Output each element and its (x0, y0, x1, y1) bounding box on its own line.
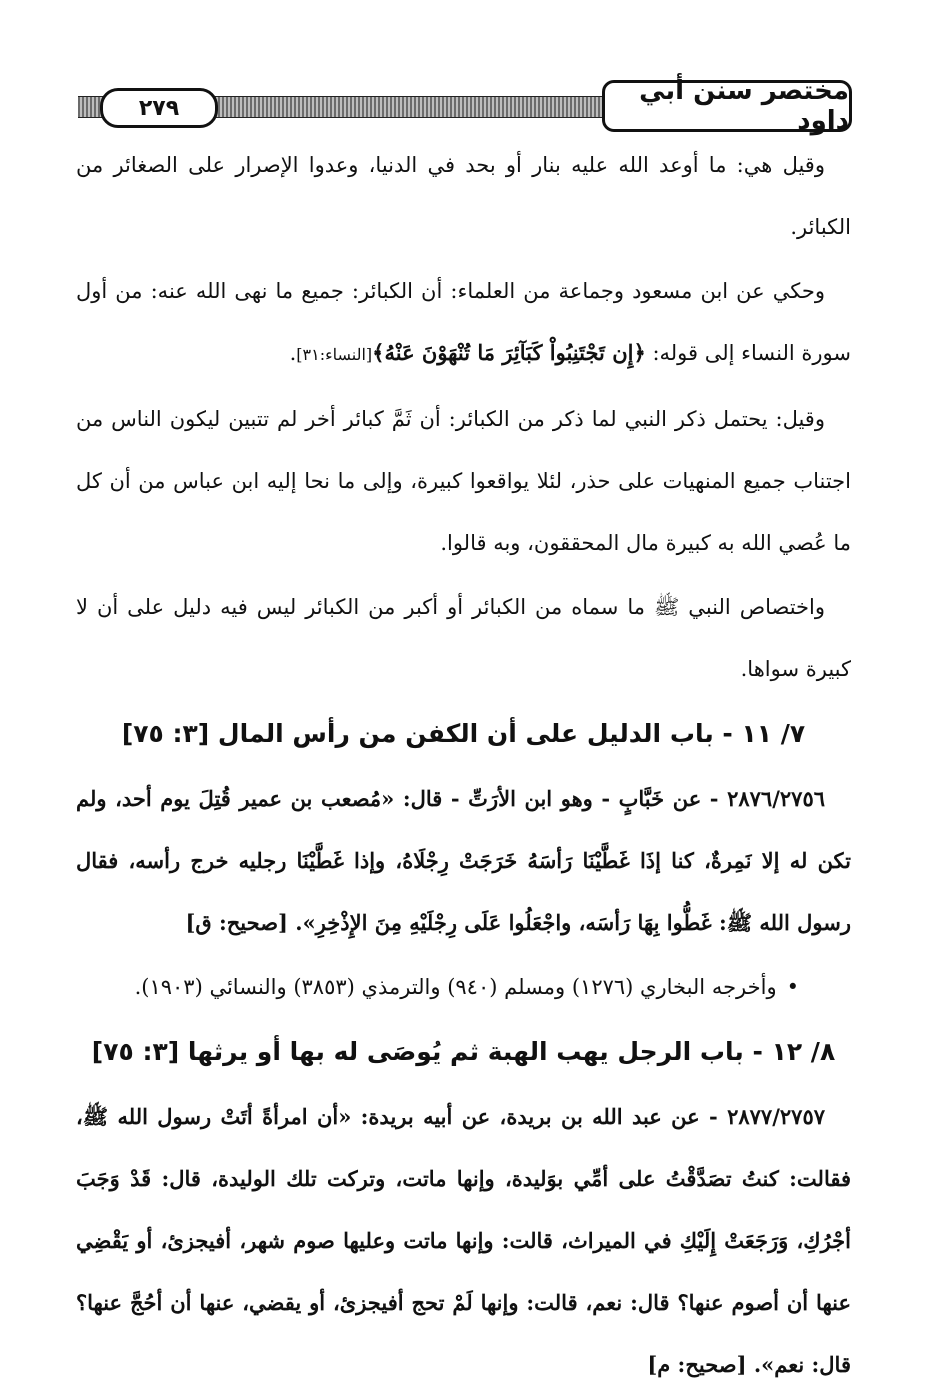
paragraph-possibility: وقيل: يحتمل ذكر النبي لما ذكر من الكبائر: أن ثَمَّ كبائر أخر لم تتبين ليكون الناس من اجتناب جميع المنهيات على حذر، لئلا يواقعوا كبيرة، وإلى ما نحا إليه ابن عباس من أن كل ما عُصي الله به كبيرة مال المحققون، وبه قالوا. (76, 407, 851, 555)
hadith-number: ٢٨٧٦/٢٧٥٦ (727, 786, 825, 811)
takhrij-1 (76, 956, 851, 1018)
takhrij-text: وأخرجه البخاري (١٢٧٦) ومسلم (٩٤٠) والترمذي (٣٨٥٣) والنسائي (١٩٠٣). (134, 975, 777, 999)
chapter-heading-1: ٧/ ١١ - باب الدليل على أن الكفن من رأس المال [٣: ٧٥] (121, 719, 806, 748)
hadith-text: - عن عبد الله بن بريدة، عن أبيه بريدة: «أن امرأةً أتَتْ رسول الله ﷺ، فقالت: كنتُ تصَدَّقْتُ على أمِّي بوَليدة، وإنها ماتت، وتركت تلك الوليدة، قال: قَدْ وَجَبَ أجْرُكِ، وَرَجَعَتْ إِلَيْكِ في الميراث، قالت: وإنها ماتت وعليها صوم شهر، أفيجزئ، أو يَقْضِي عنها أن أصوم عنها؟ قال: نعم، قالت: وإنها لَمْ تحج أفيجزئ، أو يقضي، عنها أن أحُجَّ عنها؟ قال: نعم». [صحيح: م] (76, 1104, 851, 1377)
chapter-heading-2: ٨/ ١٢ - باب الرجل يهب الهبة ثم يُوصَى له بها أو يرثها [٣: ٧٥] (91, 1037, 836, 1066)
page-content (76, 134, 851, 1396)
quran-verse: ﴿إِن تَجْتَنِبُواْ كَبَآئِرَ مَا تُنْهَوْنَ عَنْهُ﴾ (372, 340, 646, 365)
hadith-1 (76, 768, 851, 954)
paragraph-end: . (289, 341, 297, 365)
hadith-text: - عن خَبَّابٍ - وهو ابن الأرَتِّ - قال: «مُصعب بن عمير قُتِلَ يوم أحد، ولم تكن له إلا نَمِرةٌ، كنا إذَا غَطَّيْنَا رَأسَهُ خَرَجَتْ رِجْلَاهُ، وإذا غَطَّيْنَا رجليه خرج رأسه، فقال رسول الله ﷺ: غَطُّوا بِهَا رَأسَه، واجْعَلُوا عَلَى رِجْلَيْهِ مِنَ الإِذْخِرِ». [صحيح: ق] (76, 786, 851, 935)
hadith-2 (76, 1086, 851, 1396)
hadith-number: ٢٨٧٧/٢٧٥٧ (727, 1104, 825, 1129)
paragraph-text: وحكي عن ابن مسعود وجماعة من العلماء: أن الكبائر: جميع ما نهى الله عنه: من أول سورة النساء إلى قوله: (76, 279, 851, 365)
paragraph-ibn-masud (76, 260, 851, 386)
paragraph-specification: واختصاص النبي ﷺ ما سماه من الكبائر أو أكبر من الكبائر ليس فيه دليل على أن لا كبيرة سواها. (76, 595, 851, 681)
paragraph-kabair-definition: وقيل هي: ما أوعد الله عليه بنار أو بحد في الدنيا، وعدوا الإصرار على الصغائر من الكبائر. (76, 153, 851, 239)
verse-reference: [النساء:٣١] (296, 345, 373, 364)
book-title: مختصر سنن أبي داود (602, 80, 852, 132)
page-header (78, 76, 852, 136)
bullet-icon: • (786, 975, 799, 999)
page-number: ٢٧٩ (100, 88, 218, 128)
